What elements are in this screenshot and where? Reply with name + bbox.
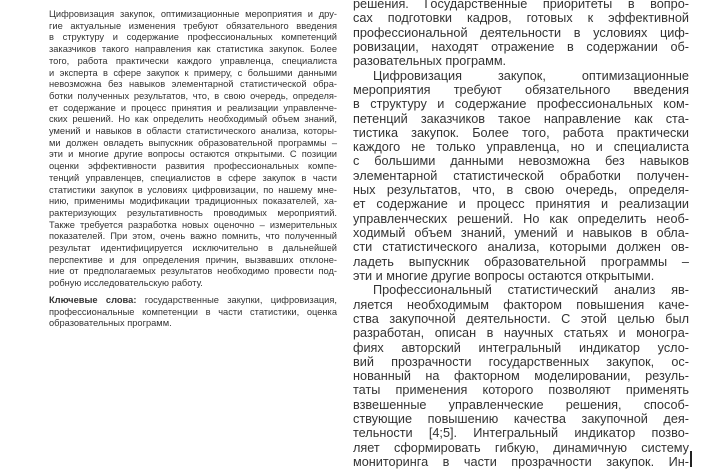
text-line: профессиональной деятельности в условиях циф- <box>353 25 689 40</box>
text-line: в структуру и содержание профессиональных компетенций <box>49 32 337 43</box>
text-line: сти статистического анализа, которыми должен ов- <box>353 240 689 255</box>
text-line: решения. Государственные приоритеты в вопро- <box>353 0 689 11</box>
text-line: оценки эффективности развития профессиональных компе- <box>49 161 337 172</box>
text-line: ладеть выпускник образовательной программы – <box>353 254 689 269</box>
text-line: рактеризующих результативность проводимых мероприятий. <box>49 207 337 218</box>
text-line: эти и многие другие вопросы остаются открытыми. <box>353 268 655 283</box>
text-line: тистика закупок. Более того, работа практически <box>353 125 689 140</box>
text-line: ровизации, находят отражение в содержании об- <box>353 39 689 54</box>
text-line: Профессиональный статистический анализ яв- <box>373 283 689 298</box>
text-line: профессиональные компетенции в части статистики, оценка <box>49 306 337 317</box>
text-line: ляет сформировать гибкую, динамичную систему <box>353 440 689 455</box>
text-line: Цифровизация закупок, оптимизационные <box>373 68 689 83</box>
text-line: таты применения которого позволяют применять <box>353 383 689 398</box>
abstract-column <box>49 9 337 330</box>
text-line: ботки полученных результатов, что, в свою очередь, определя- <box>49 90 337 101</box>
text-line: с большими данными невозможна без навыков <box>353 154 689 169</box>
text-line: гие актуальные изменения требуют обязательного введения <box>49 20 337 31</box>
text-line: разработан, описан в научных статьях и моногра- <box>353 326 689 341</box>
text-line: в структуру и содержание профессиональных ком- <box>353 97 689 112</box>
text-line: вий прозрачности государственных закупок, ос- <box>353 354 689 369</box>
text-line: нию, применимы модификации традиционных показателей, ха- <box>49 196 337 207</box>
text-line: ных результатов, что, в свою очередь, определя- <box>353 183 689 198</box>
text-line: элементарной статистической обработки получен- <box>353 168 689 183</box>
text-line: умений и навыков в области статистического анализа, которы- <box>49 126 337 137</box>
text-line: ми должен овладеть выпускник образовательной программы – <box>49 137 337 148</box>
text-line: фиях авторский интегральный индикатор усло- <box>353 340 689 355</box>
text-line: ствующие повышению качества закупочной дея- <box>353 412 689 427</box>
text-line: Цифровизация закупок, оптимизационные мероприятия и дру- <box>49 9 337 19</box>
text-line: перспективе и для определения причин, вызвавших отклоне- <box>49 254 337 265</box>
text-line: Также требуется разработка новых оценочно – измерительных <box>49 219 337 230</box>
text-line: ляется необходимым фактором повышения каче- <box>353 297 689 312</box>
text-line: показателей. При этом, очень важно помнить, что полученный <box>49 231 337 242</box>
text-line: петенций заказчиков такое направление как ста- <box>353 111 689 126</box>
text-line: результат идентифицируется исключительно в дальнейшей <box>49 243 337 254</box>
keywords-paragraph <box>49 295 337 330</box>
text-line: ских решений. Но как определить необходимый объем знаний, <box>49 114 337 125</box>
text-line: статистики закупок в условиях цифровизации, по нашему мне- <box>49 184 337 195</box>
text-line: ет содержание и процесс принятия и реализации управленче- <box>49 102 337 113</box>
text-line: заказчиков такого направления как статистика закупок. Более <box>49 44 337 55</box>
body-column <box>353 0 689 469</box>
text-line: тельности [4;5]. Интегральный индикатор позво- <box>353 426 689 441</box>
text-line: ходимый объем знаний, умений и навыков в обла- <box>353 226 689 240</box>
text-line: мероприятия требуют обязательного введения <box>353 82 689 97</box>
text-line: образовательных программ. <box>49 318 172 329</box>
text-line: управленческих решений. Но как определить необ- <box>353 211 689 226</box>
abstract-text <box>49 9 337 290</box>
keywords-first-line-text: государственные закупки, цифровизация, <box>136 294 337 305</box>
keywords-first-line <box>49 295 337 307</box>
text-line: невозможна без навыков элементарной статистической обра- <box>49 79 337 90</box>
text-line: и эксперта в сфере закупок к примеру, с большими данными <box>49 67 337 78</box>
body-text <box>353 0 689 469</box>
text-line: мониторинга в части прозрачности закупок. Ин- <box>353 455 689 469</box>
keywords-text <box>49 307 337 330</box>
text-line: взвешенные управленческие решения, способ- <box>353 397 689 412</box>
keywords-label: Ключевые слова: <box>49 294 137 305</box>
text-line: эти и многие другие вопросы остаются открытыми. С позиции <box>49 149 337 160</box>
text-line: робную исследовательскую работу. <box>49 278 203 289</box>
text-cursor <box>690 451 692 467</box>
text-line: сах подготовки кадров, готовых к эффективной <box>353 11 689 26</box>
text-line: каждого не только управленца, но и специалиста <box>353 140 689 155</box>
text-line: ет содержание и процесс принятия и реализации <box>353 197 689 212</box>
text-line: нованный на факторном моделировании, резуль- <box>353 369 689 384</box>
text-line: ние от предполагаемых результатов необходимо провести под- <box>49 266 337 277</box>
text-line: того, работа практически каждого управленца, специалиста <box>49 55 337 66</box>
text-line: разовательных программ. <box>353 54 507 69</box>
text-line: тенций управленцев, специалистов в сфере закупок в части <box>49 172 337 183</box>
text-line: ства закупочной деятельности. С этой целью был <box>353 311 689 326</box>
